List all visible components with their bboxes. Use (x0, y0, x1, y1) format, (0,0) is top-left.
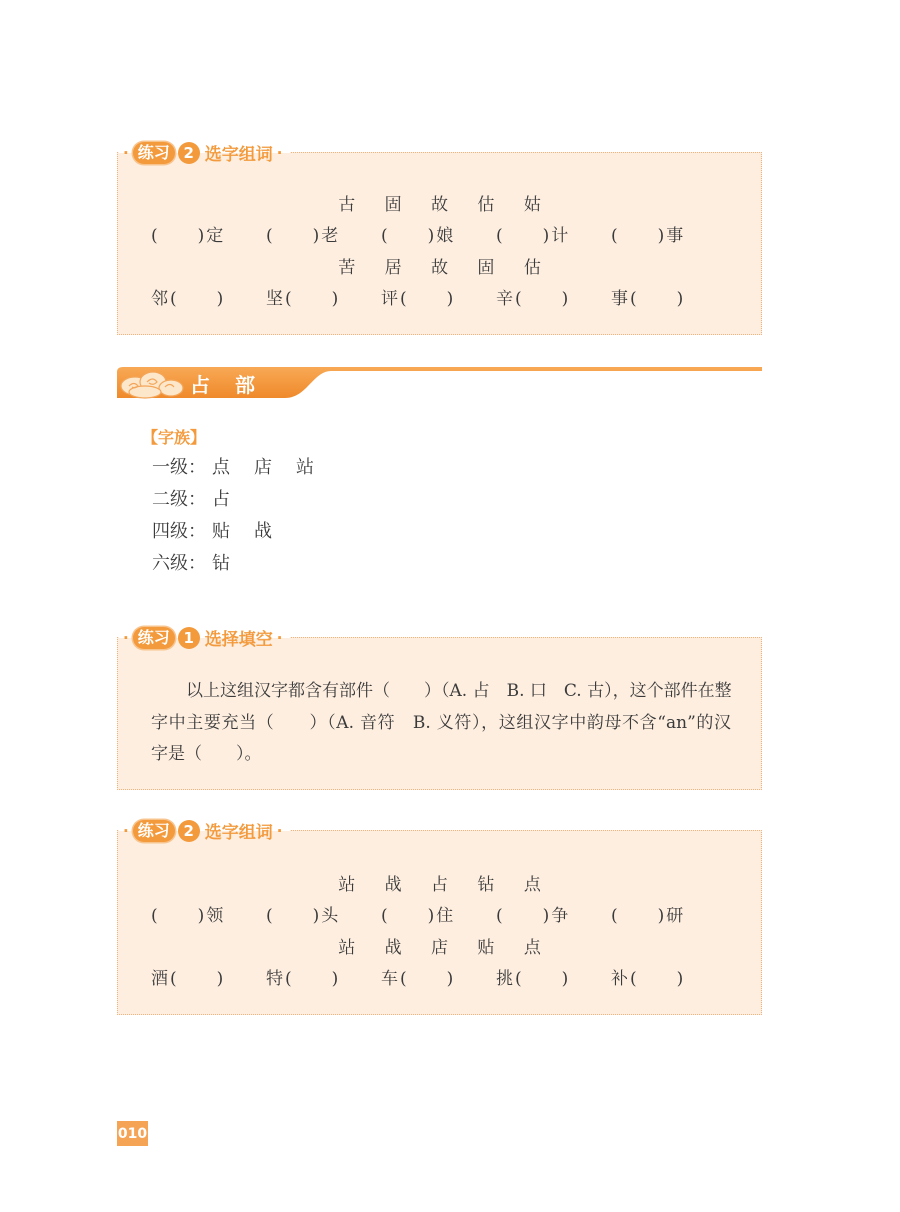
blank-item: 辛( ) (496, 288, 571, 309)
candidate-char: 固 (384, 195, 402, 215)
section-title (190, 369, 255, 397)
blank-item: 事( ) (611, 288, 686, 309)
candidate-char: 估 (477, 195, 495, 215)
exercise-box-select-words-2 (117, 820, 762, 1015)
level-label: 二级： (152, 489, 206, 510)
candidate-char: 故 (431, 257, 448, 278)
blank-item: ( )领 (151, 906, 226, 927)
candidate-char: 贴 (477, 937, 495, 958)
level-char: 站 (296, 457, 314, 478)
character-family-heading: 【字族】 (142, 428, 207, 447)
blank-item: 补( ) (611, 968, 686, 989)
exercise-box-select-words-1 (117, 142, 762, 335)
blank-items-row (118, 221, 761, 252)
level-row (152, 516, 338, 548)
candidate-chars-row (118, 190, 761, 221)
exercise-label (119, 817, 290, 844)
blank-item: ( )娘 (381, 226, 456, 247)
level-char: 占 (212, 489, 230, 510)
candidate-char: 点 (523, 875, 541, 895)
level-label: 一级： (152, 457, 206, 478)
question-line: 以上这组汉字都含有部件（ ）（A. 占 B. 口 C. 古），这个部件在整 (186, 681, 732, 701)
label-dot: · (123, 143, 129, 162)
level-char: 贴 (212, 521, 230, 542)
level-row (152, 484, 338, 516)
exercise-badge: 练习 (133, 820, 175, 842)
blank-item: 评( ) (381, 288, 456, 309)
blank-item: ( )住 (381, 906, 456, 927)
exercise-number: 2 (178, 142, 200, 164)
section-title-char: 占 (190, 372, 210, 397)
exercise-badge: 练习 (133, 142, 175, 164)
candidate-char: 店 (431, 937, 448, 958)
label-dot: · (276, 628, 283, 647)
blank-item: 挑( ) (496, 968, 571, 989)
exercise-number: 2 (178, 820, 200, 842)
blank-item: ( )研 (611, 906, 686, 927)
label-dot: · (123, 821, 129, 840)
exercise-badge: 练习 (133, 627, 175, 649)
label-dot: · (123, 628, 129, 647)
label-dot: · (276, 143, 283, 162)
level-char: 钻 (212, 553, 230, 574)
candidate-char: 古 (338, 195, 356, 215)
candidate-char: 居 (384, 257, 402, 278)
candidate-char: 站 (338, 875, 356, 895)
section-title-char: 部 (235, 372, 255, 397)
candidate-char: 战 (384, 937, 402, 958)
level-row (152, 548, 338, 580)
blank-item: 坚( ) (266, 288, 341, 309)
exercise-label (119, 624, 290, 651)
candidate-char: 姑 (523, 195, 541, 215)
blank-item: 邻( ) (151, 288, 226, 309)
blank-item: 酒( ) (151, 968, 226, 989)
candidate-char: 占 (431, 875, 448, 895)
level-char: 战 (254, 521, 272, 542)
blank-item: ( )争 (496, 906, 571, 927)
blank-items-row (118, 964, 761, 995)
candidate-char: 苦 (338, 257, 356, 278)
label-dot: · (276, 821, 283, 840)
level-label: 四级： (152, 521, 206, 542)
candidate-char: 战 (384, 875, 402, 895)
candidate-char: 钻 (477, 875, 495, 895)
page-number: 010 (117, 1121, 148, 1146)
candidate-char: 估 (523, 257, 541, 278)
candidate-char: 故 (431, 195, 448, 215)
question-line: 字是（ ）。 (151, 744, 262, 764)
blank-item: ( )定 (151, 226, 226, 247)
blank-item: ( )老 (266, 226, 341, 247)
blank-item: 特( ) (266, 968, 341, 989)
blank-items-row (118, 284, 761, 315)
candidate-char: 固 (477, 257, 495, 278)
level-char: 点 (212, 457, 230, 478)
blank-item: 车( ) (381, 968, 456, 989)
level-label: 六级： (152, 553, 206, 574)
character-family-levels (152, 452, 338, 580)
exercise-label (119, 139, 290, 166)
candidate-chars-row (118, 253, 761, 284)
candidate-char: 点 (523, 937, 541, 958)
exercise-box-fill-in (117, 627, 762, 790)
candidate-char: 站 (338, 937, 356, 958)
blank-item: ( )头 (266, 906, 341, 927)
blank-item: ( )计 (496, 226, 571, 247)
level-row (152, 452, 338, 484)
candidate-chars-row (118, 933, 761, 964)
exercise-title: 选字组词 (204, 823, 273, 843)
blank-item: ( )事 (611, 226, 686, 247)
exercise-title: 选择填空 (204, 630, 273, 650)
level-char: 店 (254, 457, 272, 478)
question-paragraph (151, 676, 731, 771)
exercise-number: 1 (178, 627, 200, 649)
exercise-title: 选字组词 (204, 145, 273, 165)
question-line: 字中主要充当（ ）（A. 音符 B. 义符），这组汉字中韵母不含“an”的汉 (151, 712, 731, 733)
blank-items-row (118, 901, 761, 932)
candidate-chars-row (118, 870, 761, 901)
